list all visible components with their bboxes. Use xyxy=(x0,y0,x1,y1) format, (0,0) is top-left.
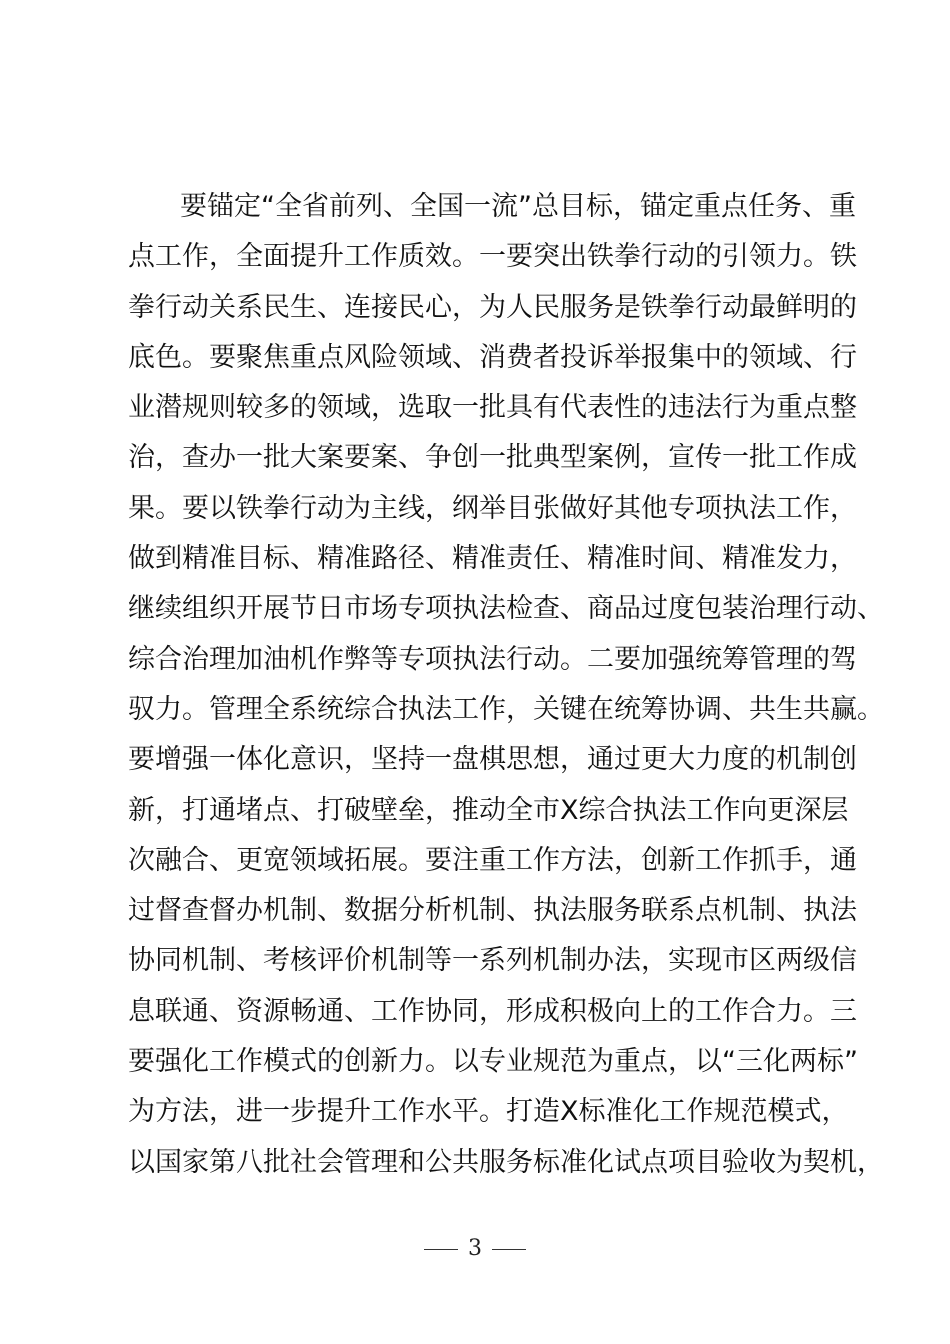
footer-dash-left xyxy=(424,1249,458,1250)
paragraph-line: 继续组织开展节日市场专项执法检查、商品过度包装治理行动、 xyxy=(128,593,884,625)
paragraph-line: 治，查办一批大案要案、争创一批典型案例，宣传一批工作成 xyxy=(128,442,857,474)
paragraph-line: 新，打通堵点、打破壁垒，推动全市X综合执法工作向更深层 xyxy=(128,794,849,826)
paragraph-line: 协同机制、考核评价机制等一系列机制办法，实现市区两级信 xyxy=(128,945,857,977)
paragraph-line: 综合治理加油机作弊等专项执法行动。二要加强统筹管理的驾 xyxy=(128,643,857,675)
body-paragraph xyxy=(128,182,884,1188)
paragraph-line: 以国家第八批社会管理和公共服务标准化试点项目验收为契机， xyxy=(128,1146,884,1178)
paragraph-line: 业潜规则较多的领域，选取一批具有代表性的违法行为重点整 xyxy=(128,392,857,424)
paragraph-line: 底色。要聚焦重点风险领域、消费者投诉举报集中的领域、行 xyxy=(128,341,857,373)
paragraph-line: 做到精准目标、精准路径、精准责任、精准时间、精准发力， xyxy=(128,543,857,575)
paragraph-line: 息联通、资源畅通、工作协同，形成积极向上的工作合力。三 xyxy=(128,995,857,1027)
paragraph-line: 驭力。管理全系统综合执法工作，关键在统筹协调、共生共赢。 xyxy=(128,693,884,725)
paragraph-line: 要增强一体化意识，坚持一盘棋思想，通过更大力度的机制创 xyxy=(128,744,857,776)
paragraph-line: 点工作，全面提升工作质效。一要突出铁拳行动的引领力。铁 xyxy=(128,241,857,273)
paragraph-line: 要强化工作模式的创新力。以专业规范为重点，以“三化两标” xyxy=(128,1046,858,1078)
paragraph-line: 过督查督办机制、数据分析机制、执法服务联系点机制、执法 xyxy=(128,895,857,927)
paragraph-line: 次融合、更宽领域拓展。要注重工作方法，创新工作抓手，通 xyxy=(128,844,857,876)
paragraph-line: 要锚定“全省前列、全国一流”总目标，锚定重点任务、重 xyxy=(180,191,856,222)
footer-dash-right xyxy=(492,1249,526,1250)
paragraph-line: 果。要以铁拳行动为主线，纲举目张做好其他专项执法工作， xyxy=(128,492,857,524)
page-footer xyxy=(0,1236,950,1261)
page-number: 3 xyxy=(468,1236,482,1261)
paragraph-line: 为方法，进一步提升工作水平。打造X标准化工作规范模式， xyxy=(128,1096,849,1128)
paragraph-line: 拳行动关系民生、连接民心，为人民服务是铁拳行动最鲜明的 xyxy=(128,291,857,323)
